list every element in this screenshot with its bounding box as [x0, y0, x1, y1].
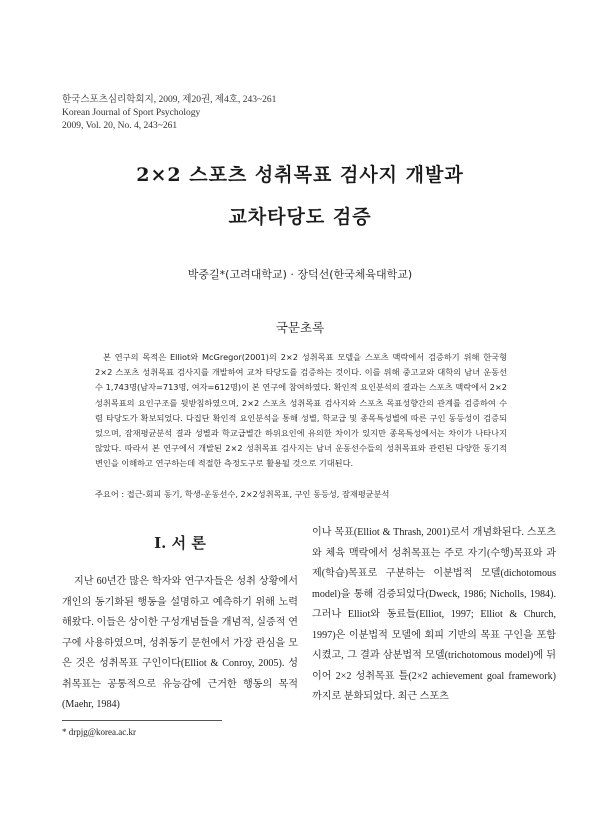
abstract-text: 본 연구의 목적은 Elliot와 McGregor(2001)의 2×2 성취목표 모델을 스포츠 맥락에서 검증하기 위해 한국형 2×2 스포츠 성취목표 검사지를 개발하여 교차 타당도를 검증하는 것이다. 이를 위해 중고교와 대학의 남녀 운동선수 1,743명(남자=713명, 여자=612명)이 본 연구에 참여하였다. 확인적 요인분석의 결과는 스포츠 맥락에서 2×2 성취목표의 요인구조를 뒷받침하였으며, 2×2 스포츠 성취목표 검사지와 스포츠 목표성향간의 관계를 검증하여 수렴 타당도가 확보되었다. 다집단 확인적 요인분석을 통해 성별, 학교급 및 종목특성별에 따른 구인 동등성이 검증되었으며, 잠재평균분석 결과 성별과 학교급별간 하위요인에 유의한 차이가 있지만 종목특성에서는 차이가 나타나지 않았다. 따라서 본 연구에서 개발된 2×2 성취목표 검사지는 남녀 운동선수들의 성취목표와 관련된 다양한 동기적 변인을 이해하고 연구하는데 적절한 측정도구로 활용될 것으로 기대된다.: [95, 352, 507, 469]
paper-title-line-2: 교차타당도 검증: [228, 206, 372, 228]
header-line-1: 한국스포츠심리학회지, 2009, 제20권, 제4호, 243~261: [62, 95, 277, 105]
keywords: 주요어 : 접근-회피 동기, 학생-운동선수, 2×2성취목표, 구인 동등성, 잠재평균분석: [95, 489, 390, 499]
body-right-column: 이나 목표(Elliot & Thrash, 2001)로서 개념화된다. 스포츠와 체육 맥락에서 성취목표는 주로 자기(수행)목표와 과제(학습)목표로 구분하는 이분법적 모델(dichotomous model)을 통해 검증되었다(Dweck, 1986; Nicholls, 1984). 그러나 Elliot와 동료들(Elliot, 1997; Elliot & Church, 1997)은 이분법적 모델에 회피 기반의 목표 구인을 포함시켰고, 그 결과 삼분법적 모델(trichotomous model)에 뒤이어 2×2 성취목표 틀(2×2 achievement goal framework)까지로 분화되었다. 최근 스포츠: [312, 527, 556, 702]
section-title: I. 서 론: [154, 534, 206, 552]
header-line-2: Korean Journal of Sport Psychology: [62, 108, 201, 118]
journal-header: [62, 94, 276, 133]
footnote-divider: [62, 720, 222, 721]
body-left-column: 지난 60년간 많은 학자와 연구자들은 성취 상황에서 개인의 동기화된 행동을 설명하고 예측하기 위해 노력해왔다. 이들은 상이한 구성개념들을 개념적, 실증적 연구에 사용하였으며, 성취동기 문헌에서 가장 관심을 모은 것은 성취목표 구인이다(Elliot & Conroy, 2005). 성취목표는 공통적으로 유능감에 근거한 행동의 목적(Maehr, 1984): [62, 576, 298, 710]
abstract-heading: 국문초록: [275, 320, 325, 335]
paper-title-line-1: 2×2 스포츠 성취목표 검사지 개발과: [136, 164, 464, 186]
footnote: * drpjg@korea.ac.kr: [62, 727, 137, 737]
header-line-3: 2009, Vol. 20, No. 4, 243~261: [62, 121, 178, 131]
authors: 박중길*(고려대학교) · 장덕선(한국체육대학교): [187, 268, 413, 281]
